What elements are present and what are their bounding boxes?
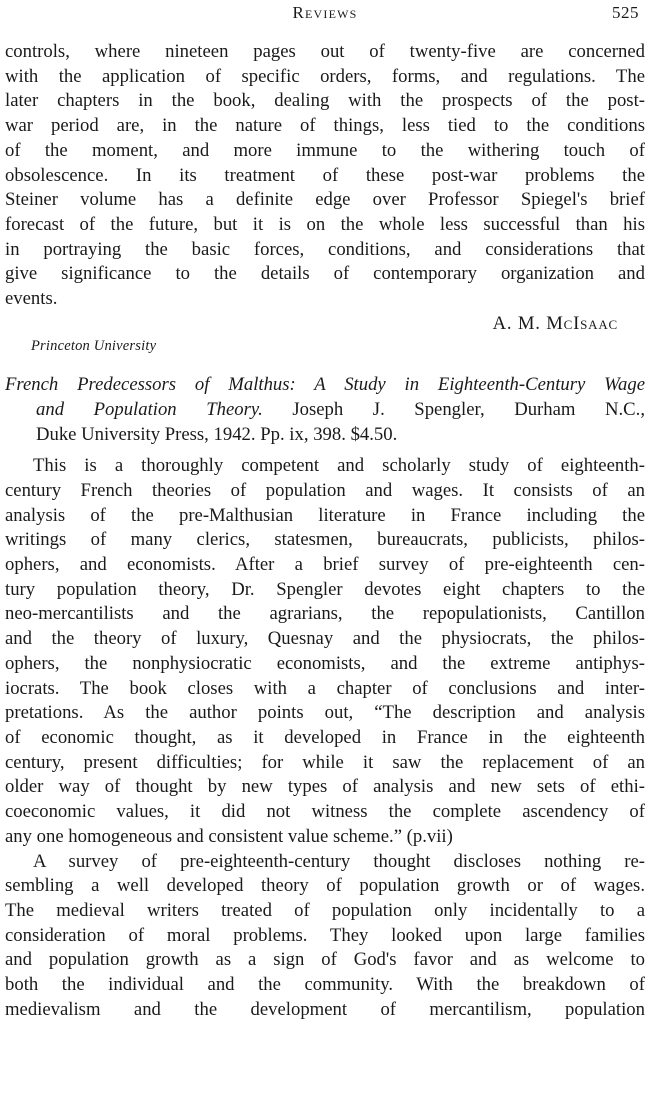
- text-line: century, present difficulties; for while it saw the replacement of an: [5, 751, 645, 773]
- text-line: neo-mercantilists and the agrarians, the repopulationists, Cantillon: [5, 603, 645, 625]
- text-line: writings of many clerics, statesmen, bureaucrats, publicists, philos-: [5, 529, 645, 551]
- text-line: and population growth as a sign of God's favor and as welcome to: [5, 949, 645, 971]
- text-line: any one homogeneous and consistent value scheme.” (p.vii): [5, 825, 453, 847]
- text-line: give significance to the details of contemporary organization and: [5, 263, 645, 285]
- review-paragraph-1: [5, 454, 645, 849]
- text-line: tury population theory, Dr. Spengler devotes eight chapters to the: [5, 578, 645, 600]
- text-line: pretations. As the author points out, “The description and analysis: [5, 702, 645, 724]
- text-line: controls, where nineteen pages out of twenty-five are concerned: [5, 41, 645, 62]
- reviewer-signature: [5, 312, 618, 337]
- text-line: obsolescence. In its treatment of these post-war problems the: [5, 164, 645, 186]
- reviewer-affiliation: Princeton University: [31, 338, 157, 355]
- book-author-place: Joseph J. Spengler, Durham N.C.,: [262, 398, 645, 420]
- book-title-line-1: French Predecessors of Malthus: A Study in Eighteenth-Century Wage: [5, 374, 645, 396]
- text-line: ophers, and economists. After a brief survey of pre-eighteenth cen-: [5, 554, 645, 576]
- text-line: events.: [5, 288, 58, 310]
- text-line: of the moment, and more immune to the withering touch of: [5, 139, 645, 161]
- text-line: sembling a well developed theory of population growth or of wages.: [5, 875, 645, 897]
- text-line: with the application of specific orders, forms, and regulations. The: [5, 65, 645, 87]
- previous-review-paragraph: [5, 40, 645, 312]
- reviewer-name: A. M. McIsaac: [492, 312, 618, 334]
- review-citation: [5, 373, 645, 447]
- text-line: iocrats. The book closes with a chapter of conclusions and inter-: [5, 677, 645, 699]
- book-publication-info: Duke University Press, 1942. Pp. ix, 398. $4.50.: [36, 423, 398, 445]
- text-line: forecast of the future, but it is on the whole less successful than his: [5, 213, 645, 235]
- text-line: coeconomic values, it did not witness the complete ascendency of: [5, 801, 645, 823]
- text-line: This is a thoroughly competent and scholarly study of eighteenth-: [33, 455, 645, 477]
- text-line: ophers, the nonphysiocratic economists, and the extreme antiphys-: [5, 652, 645, 674]
- text-line: older way of thought by new types of analysis and new sets of ethi-: [5, 776, 645, 798]
- text-line: century French theories of population and wages. It consists of an: [5, 479, 645, 501]
- text-line: war period are, in the nature of things, less tied to the conditions: [5, 115, 645, 137]
- text-line: medievalism and the development of mercantilism, population: [5, 998, 645, 1020]
- text-line: later chapters in the book, dealing with the prospects of the post-: [5, 90, 645, 112]
- text-line: of economic thought, as it developed in France in the eighteenth: [5, 726, 645, 748]
- book-title-line-2: [5, 398, 645, 423]
- page-number: 525: [612, 3, 639, 22]
- text-line: The medieval writers treated of population only incidentally to a: [5, 899, 645, 921]
- review-paragraph-2: [5, 850, 645, 1023]
- running-head: Reviews: [292, 3, 358, 22]
- text-line: in portraying the basic forces, conditions, and considerations that: [5, 238, 645, 260]
- body-text: [5, 40, 645, 1022]
- text-line: A survey of pre-eighteenth-century thought discloses nothing re-: [33, 850, 645, 872]
- text-line: both the individual and the community. With the breakdown of: [5, 974, 645, 996]
- book-title-continuation: and Population Theory.: [36, 398, 263, 420]
- text-line: Steiner volume has a definite edge over Professor Spiegel's brief: [5, 189, 645, 211]
- page-header: [0, 1, 650, 25]
- text-line: analysis of the pre-Malthusian literature in France including the: [5, 504, 645, 526]
- text-line: consideration of moral problems. They looked upon large families: [5, 924, 645, 946]
- text-line: and the theory of luxury, Quesnay and the physiocrats, the philos-: [5, 628, 645, 650]
